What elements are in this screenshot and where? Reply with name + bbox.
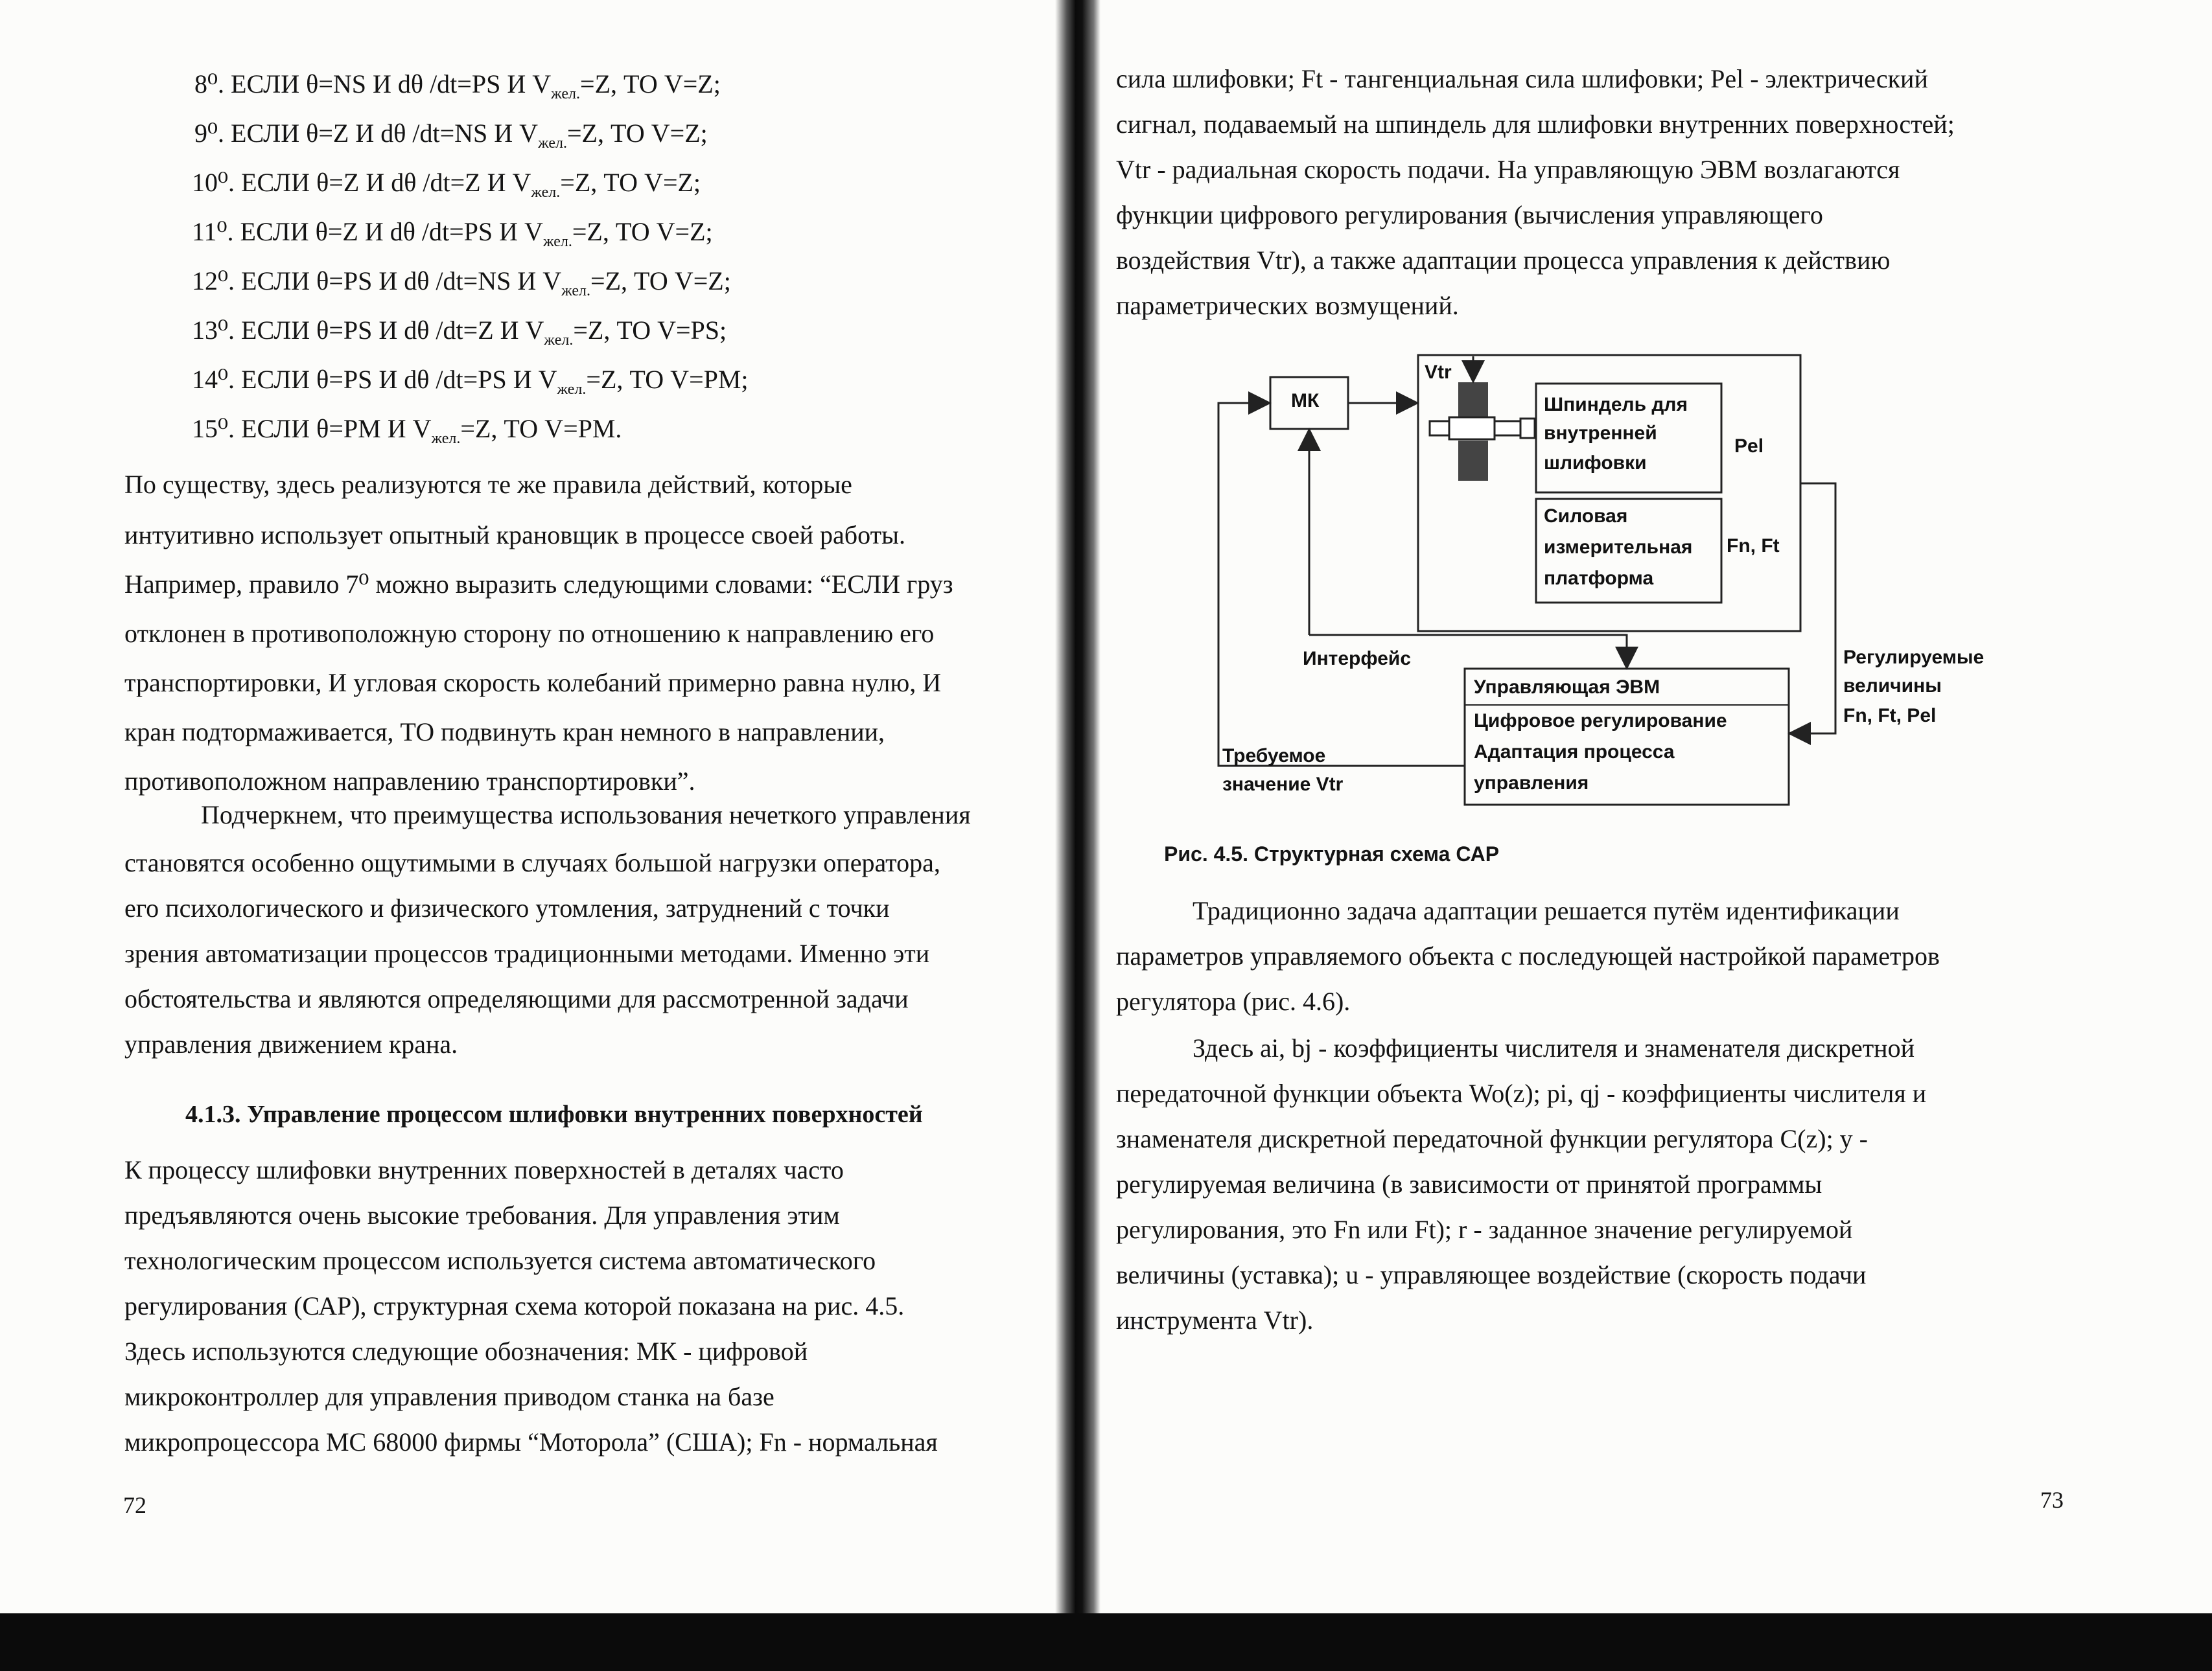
- text-line: параметрических возмущений.: [1116, 291, 1459, 320]
- text-line: Традиционно задача адаптации решается путём идентификации: [1193, 896, 1900, 925]
- platform-label: платформа: [1544, 568, 1654, 589]
- computer-label: управления: [1474, 772, 1589, 794]
- computer-label: Цифровое регулирование: [1474, 710, 1727, 732]
- text-line: величины (уставка); u - управляющее воздействие (скорость подачи: [1116, 1260, 1867, 1289]
- text-line: Vtr - радиальная скорость подачи. На управляющую ЭВМ возлагаются: [1116, 155, 1900, 184]
- text-line: управления движением крана.: [124, 1030, 458, 1059]
- text-line: передаточной функции объекта Wo(z); pi, qj - коэффициенты числителя и: [1116, 1079, 1927, 1108]
- rule-line: 15⁰. ЕСЛИ θ=PM И $V_{жел.}=Z$, ТО V=PM.: [192, 414, 622, 447]
- rule-line: 8⁰. ЕСЛИ θ=NS И dθ /dt=PS И $V_{жел.}=Z$, ТО V=Z;: [194, 69, 721, 102]
- spindle-label: Шпиндель для: [1544, 394, 1688, 415]
- rule-line: 13⁰. ЕСЛИ θ=PS И dθ /dt=Z И $V_{жел.}=Z$, ТО V=PS;: [192, 316, 727, 349]
- text-line: транспортировки, И угловая скорость колебаний примерно равна нулю, И: [124, 668, 942, 697]
- text-line: технологическим процессом используется система автоматического: [124, 1246, 876, 1275]
- required-label: Требуемое: [1222, 745, 1326, 766]
- text-line: регулируемая величина (в зависимости от принятой программы: [1116, 1170, 1822, 1199]
- text-line: регулятора (рис. 4.6).: [1116, 987, 1351, 1016]
- text-line: функции цифрового регулирования (вычисления управляющего: [1116, 200, 1823, 229]
- text-line: его психологического и физического утомления, затруднений с точки: [124, 893, 890, 923]
- text-line: зрения автоматизации процессов традиционными методами. Именно эти: [124, 939, 930, 968]
- rule-line: 12⁰. ЕСЛИ θ=PS И dθ /dt=NS И $V_{жел.}=Z$, ТО V=Z;: [192, 266, 731, 299]
- computer-title: Управляющая ЭВМ: [1474, 676, 1660, 698]
- text-line: знаменателя дискретной передаточной функции регулятора C(z); y -: [1116, 1124, 1868, 1153]
- platform-label: измерительная: [1544, 536, 1693, 558]
- mk-label: МК: [1291, 390, 1320, 411]
- text-line: сила шлифовки; Ft - тангенциальная сила шлифовки; Pel - электрический: [1116, 64, 1928, 93]
- fn-ft-label: Fn, Ft: [1727, 535, 1780, 557]
- text-line: регулирования (САР), структурная схема которой показана на рис. 4.5.: [124, 1291, 905, 1320]
- rule-line: 14⁰. ЕСЛИ θ=PS И dθ /dt=PS И $V_{жел.}=Z$, ТО V=PM;: [192, 365, 749, 398]
- platform-label: Силовая: [1544, 505, 1628, 527]
- text-line: воздействия Vtr), а также адаптации процесса управления к действию: [1116, 246, 1891, 275]
- spindle-label: шлифовки: [1544, 452, 1647, 474]
- text-line: Подчеркнем, что преимущества использования нечеткого управления: [201, 800, 971, 829]
- text-line: микропроцессора МС 68000 фирмы “Моторола” (США); Fn - нормальная: [124, 1427, 938, 1457]
- rule-line: 11⁰. ЕСЛИ θ=Z И dθ /dt=PS И $V_{жел.}=Z$, ТО V=Z;: [192, 217, 713, 250]
- text-line: микроконтроллер для управления приводом станка на базе: [124, 1382, 774, 1411]
- text-line: параметров управляемого объекта с последующей настройкой параметров: [1116, 941, 1940, 971]
- text-line: кран подтормаживается, ТО подвинуть кран немного в направлении,: [124, 717, 885, 746]
- text-line: К процессу шлифовки внутренних поверхностей в деталях часто: [124, 1155, 844, 1184]
- text-line: Здесь используются следующие обозначения: МК - цифровой: [124, 1337, 808, 1366]
- computer-label: Адаптация процесса: [1474, 741, 1675, 763]
- figure-caption: Рис. 4.5. Структурная схема САР: [1164, 842, 1500, 866]
- interface-label: Интерфейс: [1303, 648, 1412, 669]
- text-line: По существу, здесь реализуются те же правила действий, которые: [124, 470, 852, 499]
- text-line: Например, правило 7⁰ можно выразить следующими словами: “ЕСЛИ груз: [124, 570, 953, 599]
- text-line: предъявляются очень высокие требования. Для управления этим: [124, 1201, 840, 1230]
- section-heading: 4.1.3. Управление процессом шлифовки внутренних поверхностей: [185, 1101, 923, 1128]
- required-label: значение Vtr: [1222, 774, 1344, 795]
- scan-edge: [0, 1613, 2212, 1671]
- book-spine: [1055, 0, 1100, 1613]
- block-diagram: [1128, 337, 2048, 816]
- spindle-label: внутренней: [1544, 422, 1657, 444]
- regulated-label: Регулируемые: [1843, 647, 1985, 668]
- rule-line: 10⁰. ЕСЛИ θ=Z И dθ /dt=Z И $V_{жел.}=Z$, ТО V=Z;: [192, 168, 701, 201]
- regulated-label: Fn, Ft, Pel: [1843, 705, 1937, 726]
- vtr-label: Vtr: [1425, 362, 1452, 383]
- text-line: инструмента Vtr).: [1116, 1306, 1314, 1335]
- page-number: 73: [2040, 1487, 2064, 1513]
- text-line: отклонен в противоположную сторону по отношению к направлению его: [124, 619, 935, 648]
- regulated-label: величины: [1843, 675, 1942, 697]
- text-line: регулирования, это Fn или Ft); r - заданное значение регулируемой: [1116, 1215, 1853, 1244]
- text-line: противоположном направлению транспортировки”.: [124, 766, 695, 796]
- text-line: становятся особенно ощутимыми в случаях большой нагрузки оператора,: [124, 848, 940, 877]
- rule-line: 9⁰. ЕСЛИ θ=Z И dθ /dt=NS И $V_{жел.}=Z$, ТО V=Z;: [194, 119, 708, 152]
- text-line: обстоятельства и являются определяющими для рассмотренной задачи: [124, 984, 909, 1013]
- text-line: сигнал, подаваемый на шпиндель для шлифовки внутренних поверхностей;: [1116, 109, 1955, 139]
- page-number: 72: [123, 1492, 146, 1518]
- text-line: Здесь ai, bj - коэффициенты числителя и знаменателя дискретной: [1193, 1033, 1915, 1063]
- text-line: интуитивно использует опытный крановщик в процессе своей работы.: [124, 520, 905, 549]
- pel-label: Pel: [1734, 435, 1764, 457]
